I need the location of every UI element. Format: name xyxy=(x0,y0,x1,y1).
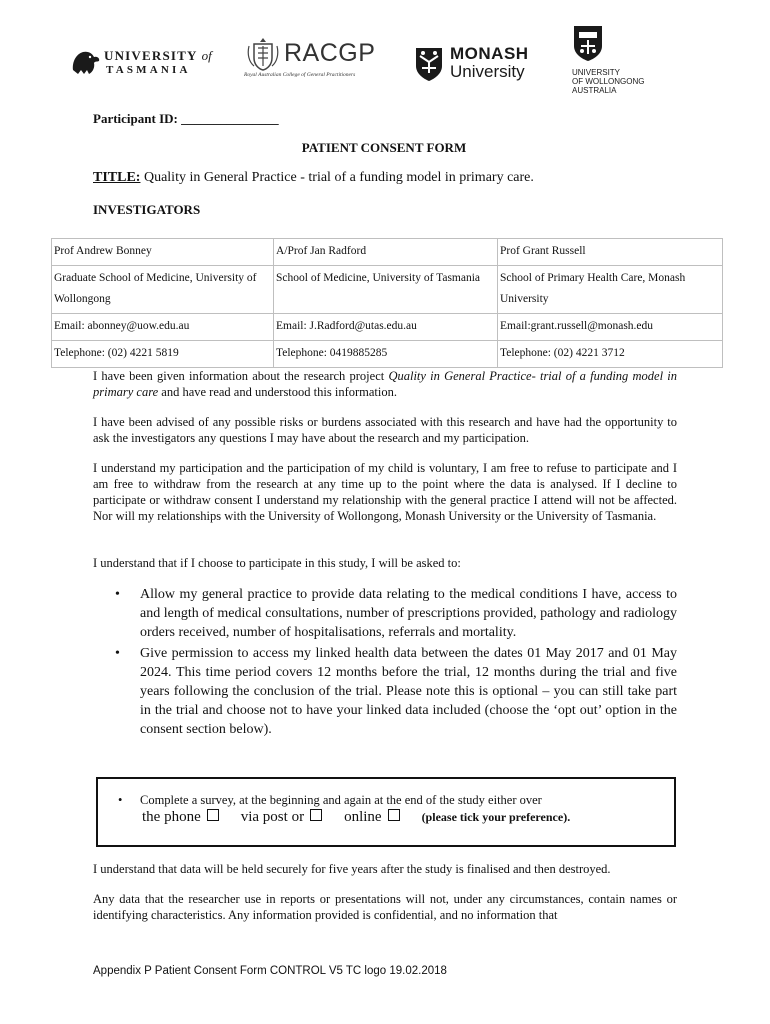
racgp-logo xyxy=(244,36,394,82)
paragraph-text: I have been given information about the research project xyxy=(93,369,389,383)
option-post-label: via post or xyxy=(240,809,305,825)
paragraph-asked-to: I understand that if I choose to participate in this study, I will be asked to: xyxy=(93,556,461,570)
survey-options xyxy=(142,809,570,826)
survey-box xyxy=(96,777,676,847)
paragraph-project-info xyxy=(93,368,677,400)
online-checkbox[interactable] xyxy=(388,809,400,821)
participation-list xyxy=(115,585,677,741)
phone-checkbox[interactable] xyxy=(207,809,219,821)
racgp-crest-icon xyxy=(246,36,280,72)
uow-line3: AUSTRALIA xyxy=(572,86,617,95)
bullet-dot: • xyxy=(118,793,123,807)
racgp-subtitle: Royal Australian College of General Practitioners xyxy=(244,72,356,78)
table-cell: Graduate School of Medicine, University of Wollongong xyxy=(52,266,274,314)
form-title: PATIENT CONSENT FORM xyxy=(301,140,467,155)
monash-shield-icon xyxy=(414,46,444,82)
tasmania-of: of xyxy=(201,48,212,63)
table-cell: Telephone: 0419885285 xyxy=(274,341,498,368)
table-cell: Telephone: (02) 4221 3712 xyxy=(498,341,723,368)
racgp-wordmark: RACGP xyxy=(284,39,376,67)
post-checkbox[interactable] xyxy=(310,809,322,821)
list-item: • Allow my general practice to provide data relating to the medical conditions I have, access to and length of medical consultations, number of prescriptions provided, pathology and radiology orders received, number of hospitalisations, referrals and mortality. xyxy=(115,585,677,642)
uow-line1: UNIVERSITY xyxy=(572,68,621,77)
table-row xyxy=(52,341,723,368)
uow-line2: OF WOLLONGONG xyxy=(572,77,645,86)
university-of-tasmania-logo xyxy=(70,46,220,82)
paragraph-text: and have read and understood this information. xyxy=(158,385,397,399)
monash-line1: MONASH xyxy=(450,44,529,63)
tasmania-lion-icon xyxy=(70,48,102,78)
table-cell: School of Primary Health Care, Monash University xyxy=(498,266,723,314)
tasmania-line2: TASMANIA xyxy=(106,64,191,76)
table-cell: Prof Andrew Bonney xyxy=(52,239,274,266)
table-cell: Telephone: (02) 4221 5819 xyxy=(52,341,274,368)
table-cell: Email: abonney@uow.edu.au xyxy=(52,314,274,341)
page-footer: Appendix P Patient Consent Form CONTROL V5 TC logo 19.02.2018 xyxy=(93,965,447,977)
table-cell: A/Prof Jan Radford xyxy=(274,239,498,266)
survey-bullet-text: Complete a survey, at the beginning and again at the end of the study either over xyxy=(140,793,542,807)
monash-university-logo xyxy=(414,44,544,84)
header-logos xyxy=(0,0,770,100)
project-title-italic: Quality in General Practice- trial of a funding model in primary care xyxy=(93,369,677,399)
university-of-wollongong-logo xyxy=(570,24,680,96)
study-title-label: TITLE: xyxy=(93,170,141,185)
table-cell: Email: J.Radford@utas.edu.au xyxy=(274,314,498,341)
paragraph-risks: I have been advised of any possible risks or burdens associated with this research and have had the opportunity to ask the investigators any questions I may have about the research and my participation. xyxy=(93,415,677,445)
paragraph-confidentiality: Any data that the researcher use in reports or presentations will not, under any circumstances, contain names or identifying characteristics. Any information provided is confidential, and no information that xyxy=(93,892,677,922)
investigators-table xyxy=(51,238,723,368)
table-row xyxy=(52,314,723,341)
monash-line2: University xyxy=(450,62,525,81)
tasmania-line1: UNIVERSITY xyxy=(104,48,198,63)
wollongong-crest-icon xyxy=(572,24,604,62)
table-row xyxy=(52,266,723,314)
option-phone-label: the phone xyxy=(142,809,201,825)
list-item: • Give permission to access my linked health data between the dates 01 May 2017 and 01 May 2024. This time period covers 12 months before the trial, 12 months during the trial and five years following the conclusion of the trial. Please note this is optional – you can still take part in the trial and choose not to have your linked data included (choose the ‘opt out’ option in the consent section below). xyxy=(115,644,677,739)
paragraph-voluntary: I understand my participation and the participation of my child is voluntary, I am free to refuse to participate and I am free to withdraw from the research at any time up to the point where the data is analysed. If I decline to participate or withdraw consent I understand my relationship with the general practice I attend will not be affected. Nor will my relationships with the University of Wollongong, Monash University or the University of Tasmania. xyxy=(93,461,677,523)
table-row xyxy=(52,239,723,266)
study-title xyxy=(93,170,534,186)
participant-id: Participant ID: _______________ xyxy=(93,111,279,126)
table-cell: School of Medicine, University of Tasmania xyxy=(274,266,498,314)
study-title-text: Quality in General Practice - trial of a funding model in primary care. xyxy=(140,170,534,185)
investigators-heading: INVESTIGATORS xyxy=(93,202,201,217)
preference-note: (please tick your preference). xyxy=(421,810,571,824)
table-cell: Prof Grant Russell xyxy=(498,239,723,266)
table-cell: Email:grant.russell@monash.edu xyxy=(498,314,723,341)
option-online-label: online xyxy=(344,809,382,825)
paragraph-data-storage: I understand that data will be held securely for five years after the study is finalised and then destroyed. xyxy=(93,862,611,876)
